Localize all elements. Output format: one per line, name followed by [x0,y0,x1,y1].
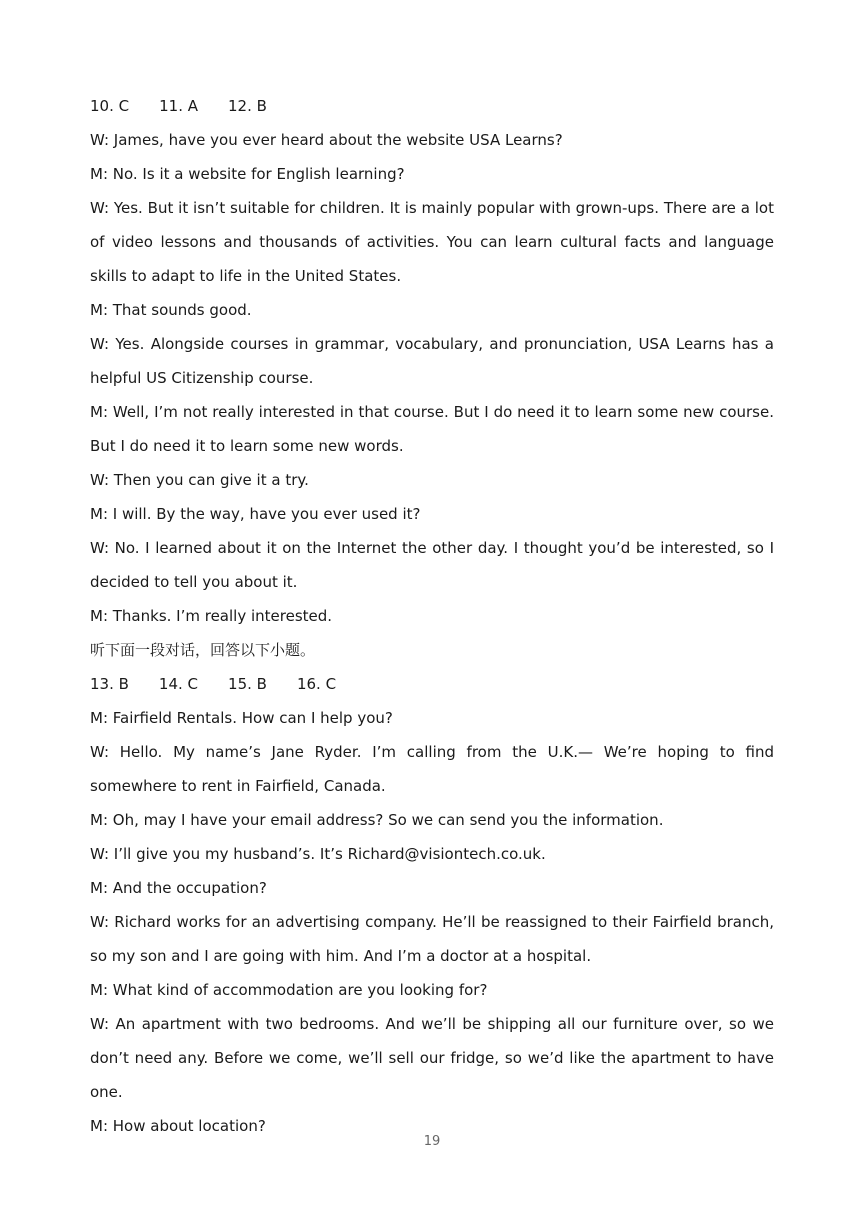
answer-10: 10. C [90,97,130,115]
dialogue-2-line-9: M: How about location? [90,1117,266,1135]
dialogue-2-line-7: M: What kind of accommodation are you looking for? [90,981,488,999]
section-2-heading: 听下面一段对话，回答以下小题。 [90,641,316,659]
page-number: 19 [423,1134,441,1149]
dialogue-2-line-5: M: And the occupation? [90,879,267,897]
dialogue-1-line-8: M: I will. By the way, have you ever used it? [90,505,421,523]
dialogue-2-line-6: W: Richard works for an advertising company. He’ll be reassigned to their Fairfield branch, so my son and I are going with him. And I’m a doctor at a hospital. [90,913,774,965]
answer-12: 12. B [228,97,267,115]
answer-14: 14. C [158,675,199,693]
dialogue-1-line-7: W: Then you can give it a try. [90,471,309,489]
dialogue-1-line-9: W: No. I learned about it on the Internet the other day. I thought you’d be interested, so I decided to tell you about it. [90,539,774,591]
dialogue-1-line-1: W: James, have you ever heard about the website USA Learns? [90,131,563,149]
document-page [90,89,774,1143]
dialogue-2-line-4: W: I’ll give you my husband’s. It’s Richard@visiontech.co.uk. [90,845,546,863]
answer-key-10-12 [90,89,774,123]
dialogue-2-line-2: W: Hello. My name’s Jane Ryder. I’m calling from the U.K.— We’re hoping to find somewhere to rent in Fairfield, Canada. [90,743,774,795]
dialogue-2-line-3: M: Oh, may I have your email address? So we can send you the information. [90,811,664,829]
answer-13: 13. B [90,675,129,693]
answer-key-13-16 [90,667,774,701]
dialogue-2-line-8: W: An apartment with two bedrooms. And we’ll be shipping all our furniture over, so we don’t need any. Before we come, we’ll sell our fridge, so we’d like the apartment to have one. [90,1015,774,1101]
answer-11: 11. A [159,97,198,115]
answer-15: 15. B [228,675,267,693]
dialogue-2-line-1: M: Fairfield Rentals. How can I help you? [90,709,393,727]
dialogue-1-line-6: M: Well, I’m not really interested in that course. But I do need it to learn some new course. But I do need it to learn some new words. [90,403,774,455]
dialogue-1-line-3: W: Yes. But it isn’t suitable for children. It is mainly popular with grown-ups. There are a lot of video lessons and thousands of activities. You can learn cultural facts and language skills to adapt to life in the United States. [90,199,774,285]
dialogue-1-line-5: W: Yes. Alongside courses in grammar, vocabulary, and pronunciation, USA Learns has a helpful US Citizenship course. [90,335,774,387]
dialogue-1-line-10: M: Thanks. I’m really interested. [90,607,333,625]
dialogue-1-line-4: M: That sounds good. [90,301,252,319]
answer-16: 16. C [296,675,337,693]
dialogue-1-line-2: M: No. Is it a website for English learning? [90,165,405,183]
